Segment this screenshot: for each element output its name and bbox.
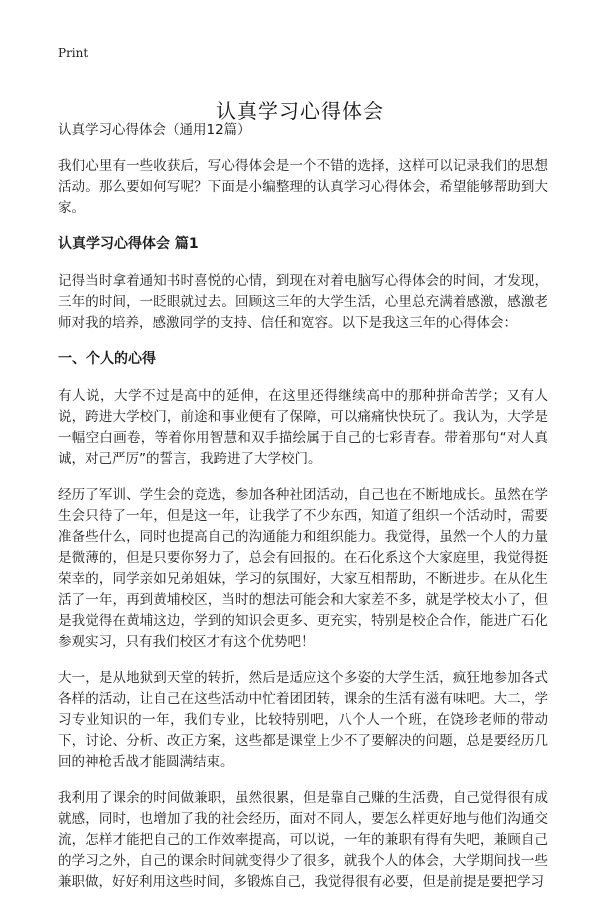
sub-heading: 一、个人的心得 <box>58 351 156 367</box>
paragraph-5: 我利用了课余的时间做兼职，虽然很累，但是靠自己赚的生活费，自己觉得很有成就感，同时，也增加了我的社会经历，面对不同人，要怎么样更好地与他们沟通交流，怎样才能把自己的工作效率提高，可以说，一年的兼职有得有失吧，兼顾自己的学习之外，自己的课余时间就变得少了很多，就我个人的体会，大学期间找一些兼职做，好好利用这些时间，多锻炼自己，我觉得很有必要，但是前提是要把学习 <box>58 790 548 890</box>
paragraph-3: 经历了军训、学生会的竞选，参加各种社团活动，自己也在不断地成长。虽然在学生会只待了一年，但是这一年，让我学了不少东西，知道了组织一个活动时，需要准备些什么，同时也提高自己的沟通能力和组织能力。我觉得，虽然一个人的力量是微薄的，但是只要你努力了，总会有回报的。在石化系这个大家庭里，我觉得挺荣幸的，同学亲如兄弟姐妹，学习的氛围好，大家互相帮助，不断进步。在从化生活了一年，再到黄埔校区，当时的想法可能会和大家差不多，就是学校太小了，但是我觉得在黄埔这边，学到的知识会更多、更充实，特别是校企合作，能进广石化参观实习，只有我们校区才有这个优势吧！ <box>58 487 548 650</box>
document-subtitle: 认真学习心得体会（通用12篇） <box>58 122 251 138</box>
paragraph-2: 有人说，大学不过是高中的延伸，在这里还得继续高中的那种拼命苦学；又有人说，跨进大学校门，前途和事业便有了保障，可以痛痛快快玩了。我认为，大学是一幅空白画卷，等着你用智慧和双手描绘属于自己的七彩青春。带着那句“对人真诚，对己严厉”的誓言，我跨进了大学校门。 <box>58 388 548 467</box>
paragraph-4: 大一，是从地狱到天堂的转折，然后是适应这个多姿的大学生活，疯狂地参加各式各样的活动，让自己在这些活动中忙着团团转，课余的生活有滋有味吧。大二，学习专业知识的一年，我们专业，比较特别吧，八个人一个班，在饶珍老师的带动下，讨论、分析、改正方案，这些都是课堂上少不了要解决的问题，总是要经历几回的神枪舌战才能圆满结束。 <box>58 670 548 770</box>
paragraph-1: 记得当时拿着通知书时喜悦的心情，到现在对着电脑写心得体会的时间，才发现，三年的时间，一眨眼就过去。回顾这三年的大学生活，心里总充满着感激，感激老师对我的培养，感激同学的支持、信任和宽容。以下是我这三年的心得体会： <box>58 273 548 331</box>
document-title: 认真学习心得体会 <box>216 99 384 124</box>
print-link[interactable]: Print <box>58 46 89 60</box>
intro-paragraph: 我们心里有一些收获后，写心得体会是一个不错的选择，这样可以记录我们的思想活动。那么要如何写呢？下面是小编整理的认真学习心得体会，希望能够帮助到大家。 <box>58 158 548 216</box>
document-body <box>58 120 548 908</box>
section-heading: 认真学习心得体会 篇1 <box>58 236 199 252</box>
